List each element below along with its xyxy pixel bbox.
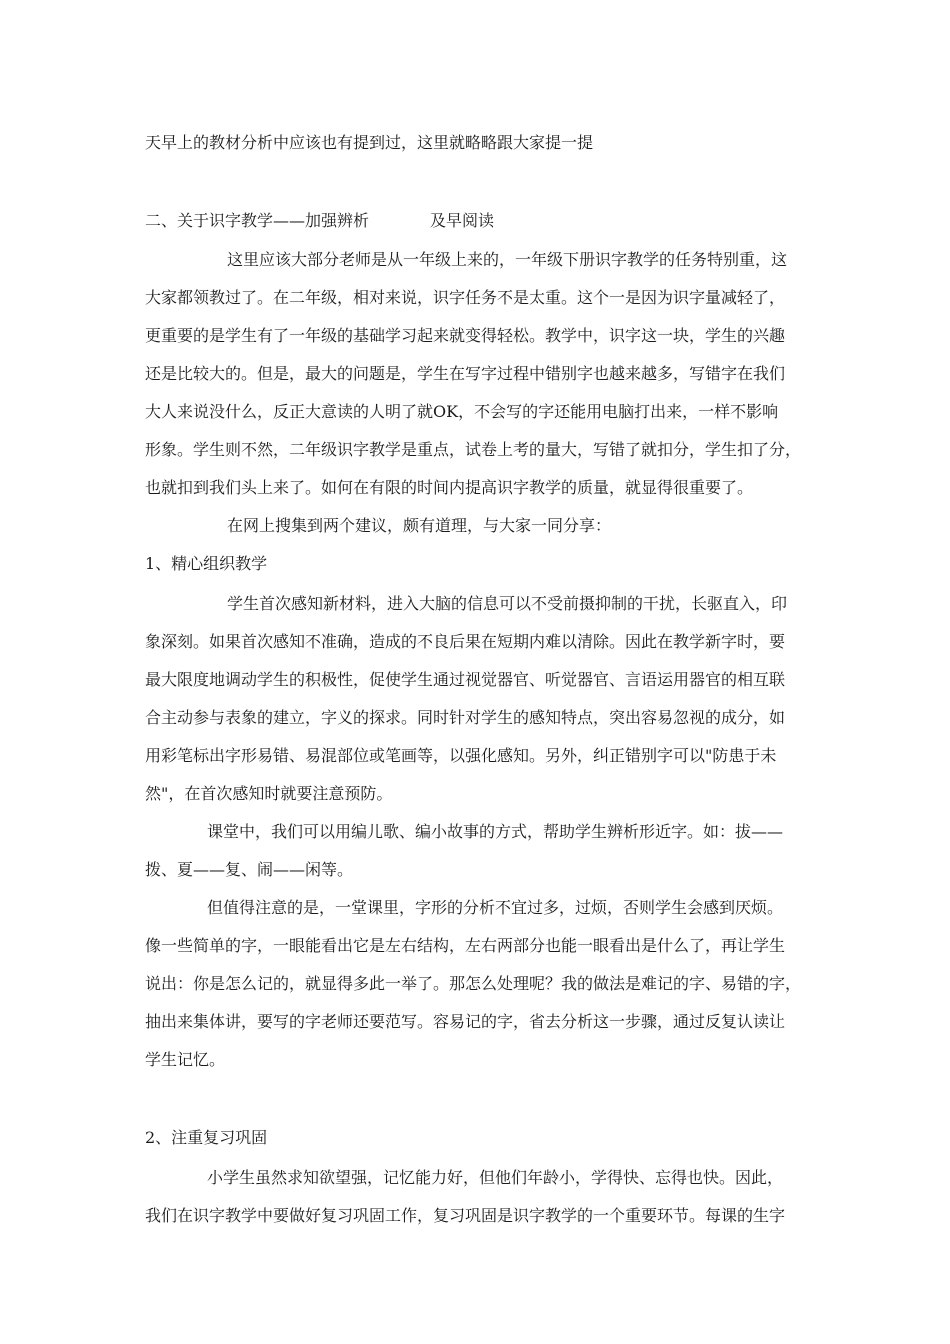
paragraph-line: 小学生虽然求知欲望强，记忆能力好，但他们年龄小，学得快、忘得也快。因此， <box>207 1168 784 1187</box>
paragraph-line: 象深刻。如果首次感知不准确，造成的不良后果在短期内难以清除。因此在教学新字时，要 <box>145 632 786 651</box>
paragraph-line: 拨、夏——复、闹——闲等。 <box>145 860 354 879</box>
paragraph-line: 更重要的是学生有了一年级的基础学习起来就变得轻松。教学中，识字这一块，学生的兴趣 <box>145 326 786 345</box>
paragraph-line: 大人来说没什么，反正大意读的人明了就OK，不会写的字还能用电脑打出来，一样不影响 <box>145 402 779 421</box>
paragraph-line: 然"，在首次感知时就要注意预防。 <box>145 784 393 803</box>
paragraph-line: 天早上的教材分析中应该也有提到过，这里就略略跟大家提一提 <box>145 133 594 152</box>
paragraph-line: 学生首次感知新材料，进入大脑的信息可以不受前摄抑制的干扰，长驱直入，印 <box>227 594 788 613</box>
paragraph-line: 形象。学生则不然，二年级识字教学是重点，试卷上考的量大，写错了就扣分，学生扣了分， <box>145 440 802 459</box>
paragraph-line: 在网上搜集到两个建议，颇有道理，与大家一同分享： <box>227 516 612 535</box>
paragraph-line: 也就扣到我们头上来了。如何在有限的时间内提高识字教学的质量，就显得很重要了。 <box>145 478 754 497</box>
paragraph-line: 合主动参与表象的建立，字义的探求。同时针对学生的感知特点，突出容易忽视的成分，如 <box>145 708 786 727</box>
paragraph-line: 最大限度地调动学生的积极性，促使学生通过视觉器官、听觉器官、言语运用器官的相互联 <box>145 670 786 689</box>
paragraph-line: 像一些简单的字，一眼能看出它是左右结构，左右两部分也能一眼看出是什么了，再让学生 <box>145 936 786 955</box>
paragraph-line: 学生记忆。 <box>145 1050 226 1069</box>
paragraph-line: 还是比较大的。但是，最大的问题是，学生在写字过程中错别字也越来越多，写错字在我们 <box>145 364 786 383</box>
paragraph-line: 大家都领教过了。在二年级，相对来说，识字任务不是太重。这个一是因为识字量减轻了， <box>145 288 786 307</box>
section-heading: 二、关于识字教学——加强辨析 <box>145 211 370 230</box>
paragraph-line: 抽出来集体讲，要写的字老师还要范写。容易记的字，省去分析这一步骤，通过反复认读让 <box>145 1012 786 1031</box>
section-heading-continuation: 及早阅读 <box>430 211 495 230</box>
paragraph-line: 但值得注意的是，一堂课里，字形的分析不宜过多，过烦，否则学生会感到厌烦。 <box>207 898 784 917</box>
paragraph-line: 用彩笔标出字形易错、易混部位或笔画等，以强化感知。另外，纠正错别字可以"防患于未 <box>145 746 777 765</box>
paragraph-line: 我们在识字教学中要做好复习巩固工作，复习巩固是识字教学的一个重要环节。每课的生字 <box>145 1206 786 1225</box>
paragraph-line: 这里应该大部分老师是从一年级上来的，一年级下册识字教学的任务特别重，这 <box>227 250 788 269</box>
subheading: 1、精心组织教学 <box>145 554 268 573</box>
paragraph-line: 课堂中，我们可以用编儿歌、编小故事的方式，帮助学生辨析形近字。如：拔—— <box>207 822 784 841</box>
subheading: 2、注重复习巩固 <box>145 1128 268 1147</box>
paragraph-line: 说出：你是怎么记的，就显得多此一举了。那怎么处理呢？我的做法是难记的字、易错的字， <box>145 974 802 993</box>
